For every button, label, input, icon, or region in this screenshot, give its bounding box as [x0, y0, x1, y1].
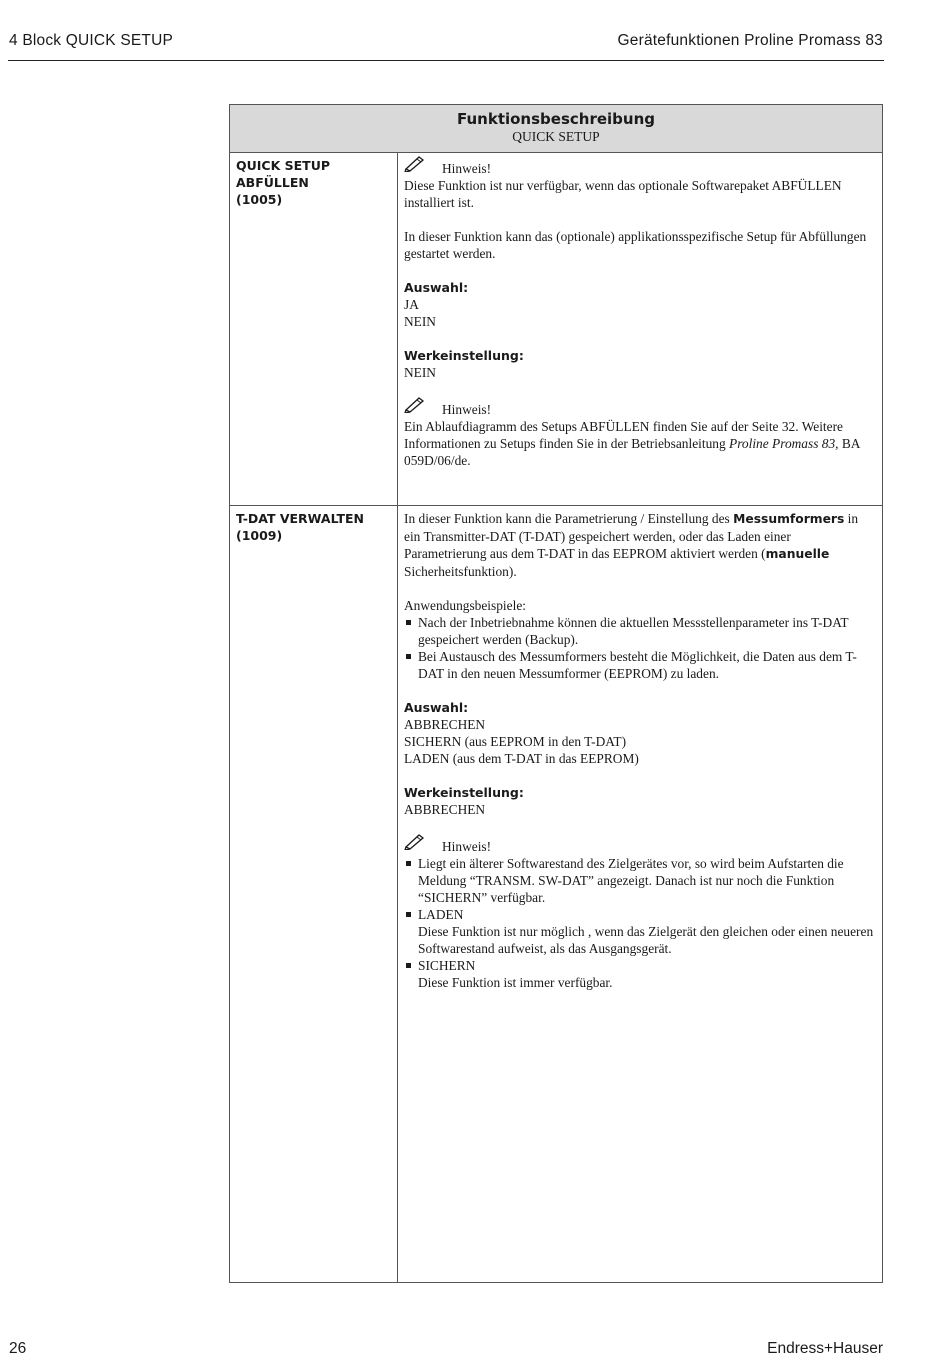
default-value: ABBRECHEN — [404, 802, 486, 817]
note-heading — [404, 157, 876, 177]
selection-option: ABBRECHEN — [404, 717, 486, 732]
function-description-cell — [398, 506, 882, 1282]
function-name-line2: ABFÜLLEN — [236, 175, 309, 190]
brand-logo-text: Endress+Hauser — [767, 1340, 883, 1357]
table-row-t-dat-verwalten — [230, 506, 882, 1282]
running-header-title: Gerätefunktionen Proline Promass 83 — [617, 32, 883, 49]
function-name-cell — [230, 153, 398, 505]
function-name-line1: QUICK SETUP — [236, 158, 331, 173]
default-value: NEIN — [404, 365, 436, 380]
table-header — [230, 105, 882, 153]
note-label: Hinweis! — [442, 161, 492, 176]
running-header-section: 4 Block QUICK SETUP — [9, 32, 174, 49]
selection-option: LADEN (aus dem T-DAT in das EEPROM) — [404, 751, 639, 766]
table-subtitle: QUICK SETUP — [512, 129, 600, 144]
pencil-note-icon — [404, 395, 430, 418]
selection-option: SICHERN (aus EEPROM in den T-DAT) — [404, 734, 627, 749]
function-code: (1005) — [236, 192, 283, 207]
function-description: In dieser Funktion kann das (optionale) applikationsspezifische Setup für Abfüllungen gestartet werden. — [404, 229, 867, 261]
selection-label: Auswahl: — [404, 280, 469, 295]
list-item: Liegt ein älterer Softwarestand des Zielgerätes vor, so wird beim Aufstarten die Meldung “TRANSM. SW-DAT” angezeigt. Danach ist nur noch die Funktion “SICHERN” verfügbar. — [404, 855, 876, 906]
list-item: LADEN Diese Funktion ist nur möglich , wenn das Zielgerät den gleichen oder einen neueren Softwarestand aufweist, als das Ausgangsgerät. — [404, 906, 876, 957]
function-description: In dieser Funktion kann die Parametrierung / Einstellung des Messumformers in ein Transmitter-DAT (T-DAT) gespeichert werden, oder das Laden einer Parametrierung aus dem T-DAT in das EEPROM aktiviert werden (manuelle Sicherheitsfunktion). — [404, 511, 859, 579]
function-table — [229, 104, 883, 1283]
default-label: Werkeinstellung: — [404, 348, 524, 363]
manual-title: Proline Promass 83 — [729, 436, 836, 451]
note-label: Hinweis! — [442, 839, 492, 854]
page-number: 26 — [9, 1340, 27, 1357]
function-name-line1: T-DAT VERWALTEN — [236, 511, 364, 526]
selection-label: Auswahl: — [404, 700, 469, 715]
table-title: Funktionsbeschreibung — [456, 110, 655, 128]
list-item: Nach der Inbetriebnahme können die aktuellen Messstellenparameter ins T-DAT gespeichert werden (Backup). — [404, 614, 876, 648]
header-rule — [8, 60, 884, 61]
examples-label: Anwendungsbeispiele: — [404, 598, 526, 613]
function-code: (1009) — [236, 528, 283, 543]
selection-option: JA — [404, 297, 419, 312]
note-label: Hinweis! — [442, 402, 492, 417]
function-name-cell — [230, 506, 398, 1282]
table-row-quick-setup-abfuellen — [230, 153, 882, 506]
list-item: SICHERN Diese Funktion ist immer verfügbar. — [404, 957, 876, 991]
examples-list — [404, 614, 876, 682]
note-text: Diese Funktion ist nur verfügbar, wenn das optionale Softwarepaket ABFÜLLEN installiert ist. — [404, 178, 842, 210]
note-text: Ein Ablaufdiagramm des Setups ABFÜLLEN finden Sie auf der Seite 32. Weitere Informationen zu Setups finden Sie in der Betriebsanleitung Proline Promass 83, BA 059D/06/de. — [404, 419, 860, 468]
list-item: Bei Austausch des Messumformers besteht die Möglichkeit, die Daten aus dem T-DAT in den neuen Messumformer (EEPROM) zu laden. — [404, 648, 876, 682]
pencil-note-icon — [404, 154, 430, 177]
function-description-cell — [398, 153, 882, 505]
default-label: Werkeinstellung: — [404, 785, 524, 800]
pencil-note-icon — [404, 832, 430, 855]
note-list — [404, 855, 876, 991]
selection-option: NEIN — [404, 314, 436, 329]
note-heading — [404, 835, 876, 855]
note-heading — [404, 398, 876, 418]
